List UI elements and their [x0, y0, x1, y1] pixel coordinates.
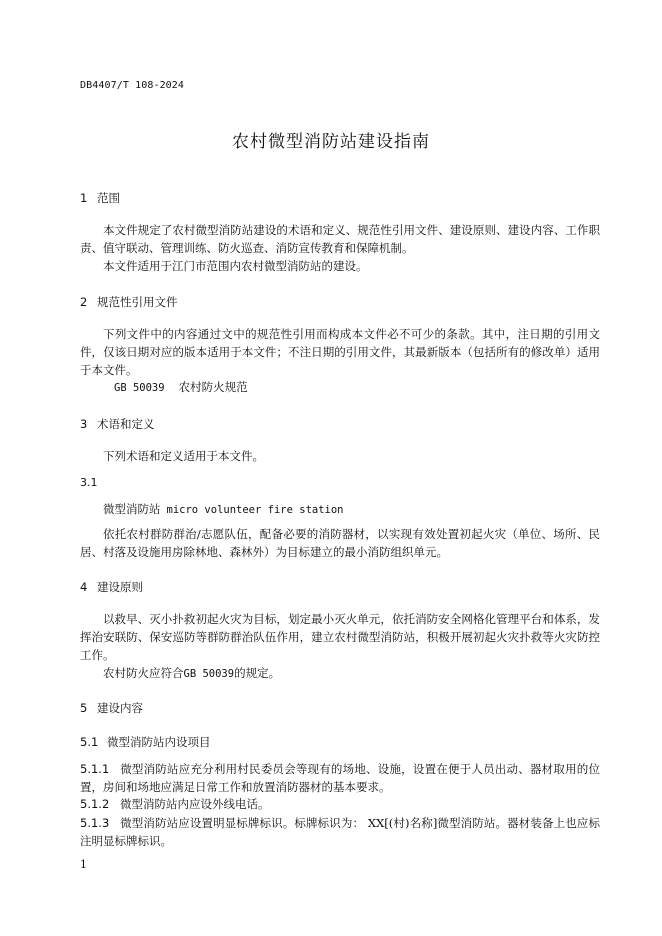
clause-text: 微型消防站应充分利用村民委员会等现有的场地、设施，设置在便于人员出动、器材取用的位置，房间和场地应满足日常工作和放置消防器材的基本要求。 — [80, 762, 600, 794]
section-3-paragraph-1: 下列术语和定义适用于本文件。 — [103, 449, 264, 463]
term-entry — [103, 501, 344, 517]
standard-code: DB4407/T 108-2024 — [80, 80, 185, 91]
paragraph-prefix: 农村防火应符合 — [103, 666, 184, 680]
term-english: micro volunteer fire station — [166, 504, 344, 516]
clause-5-1-3 — [80, 814, 600, 850]
section-title: 建设内容 — [97, 701, 143, 715]
section-1-paragraph-2: 本文件适用于江门市范围内农村微型消防站的建设。 — [103, 259, 368, 273]
clause-text: 微型消防站应设置明显标牌标识。标牌标识为： XX[(村)名称]微型消防站。器材装备上也应标注明显标牌标识。 — [80, 816, 600, 848]
section-title: 规范性引用文件 — [97, 295, 178, 309]
clause-number: 5.1.3 — [80, 816, 110, 830]
section-4-paragraph-2 — [80, 664, 600, 683]
section-5-heading — [80, 700, 143, 716]
normative-reference — [114, 379, 248, 395]
clause-text: 微型消防站内应设外线电话。 — [120, 797, 270, 811]
term-chinese: 微型消防站 — [103, 502, 161, 516]
section-number: 1 — [80, 191, 88, 205]
section-3-heading — [80, 416, 155, 432]
term-number: 3.1 — [80, 476, 98, 489]
reference-title: 农村防火规范 — [178, 380, 248, 394]
clause-5-1-2 — [80, 796, 270, 812]
section-number: 4 — [80, 580, 88, 594]
clause-number: 5.1.1 — [80, 762, 110, 776]
subsection-5-1-heading — [80, 734, 211, 750]
clause-number: 5.1.2 — [80, 797, 110, 811]
paragraph-suffix: 的规定。 — [234, 666, 281, 680]
section-title: 建设原则 — [97, 580, 143, 594]
section-number: 2 — [80, 295, 88, 309]
section-2-heading — [80, 294, 178, 310]
reference-code: GB 50039 — [114, 382, 165, 394]
term-definition: 依托农村群防群治/志愿队伍，配备必要的消防器材，以实现有效处置初起火灾（单位、场所、民居、村落及设施用房除林地、森林外）为目标建立的最小消防组织单元。 — [80, 527, 600, 559]
document-title: 农村微型消防站建设指南 — [232, 132, 430, 152]
section-title: 范围 — [97, 191, 120, 205]
paragraph-code: GB 50039 — [183, 668, 235, 680]
section-number: 3 — [80, 417, 88, 431]
section-4-paragraph-1: 以救早、灭小扑救初起火灾为目标，划定最小灭火单元，依托消防安全网格化管理平台和体系，发挥治安联防、保安巡防等群防群治队伍作用，建立农村微型消防站，积极开展初起火灾扑救等火灾防控工作。 — [80, 612, 600, 662]
section-1-heading — [80, 190, 120, 206]
page-number: 1 — [80, 858, 87, 871]
section-4-heading — [80, 579, 143, 595]
section-2-paragraph-1: 下列文件中的内容通过文中的规范性引用而构成本文件必不可少的条款。其中，注日期的引用文件，仅该日期对应的版本适用于本文件；不注日期的引用文件，其最新版本（包括所有的修改单）适用于本文件。 — [80, 327, 600, 377]
section-1-paragraph-1: 本文件规定了农村微型消防站建设的术语和定义、规范性引用文件、建设原则、建设内容、工作职责、值守联动、管理训练、防火巡查、消防宣传教育和保障机制。 — [80, 223, 600, 255]
subsection-number: 5.1 — [80, 735, 99, 749]
section-title: 术语和定义 — [97, 417, 155, 431]
clause-5-1-1 — [80, 760, 600, 796]
subsection-title: 微型消防站内设项目 — [107, 735, 211, 749]
section-number: 5 — [80, 701, 88, 715]
